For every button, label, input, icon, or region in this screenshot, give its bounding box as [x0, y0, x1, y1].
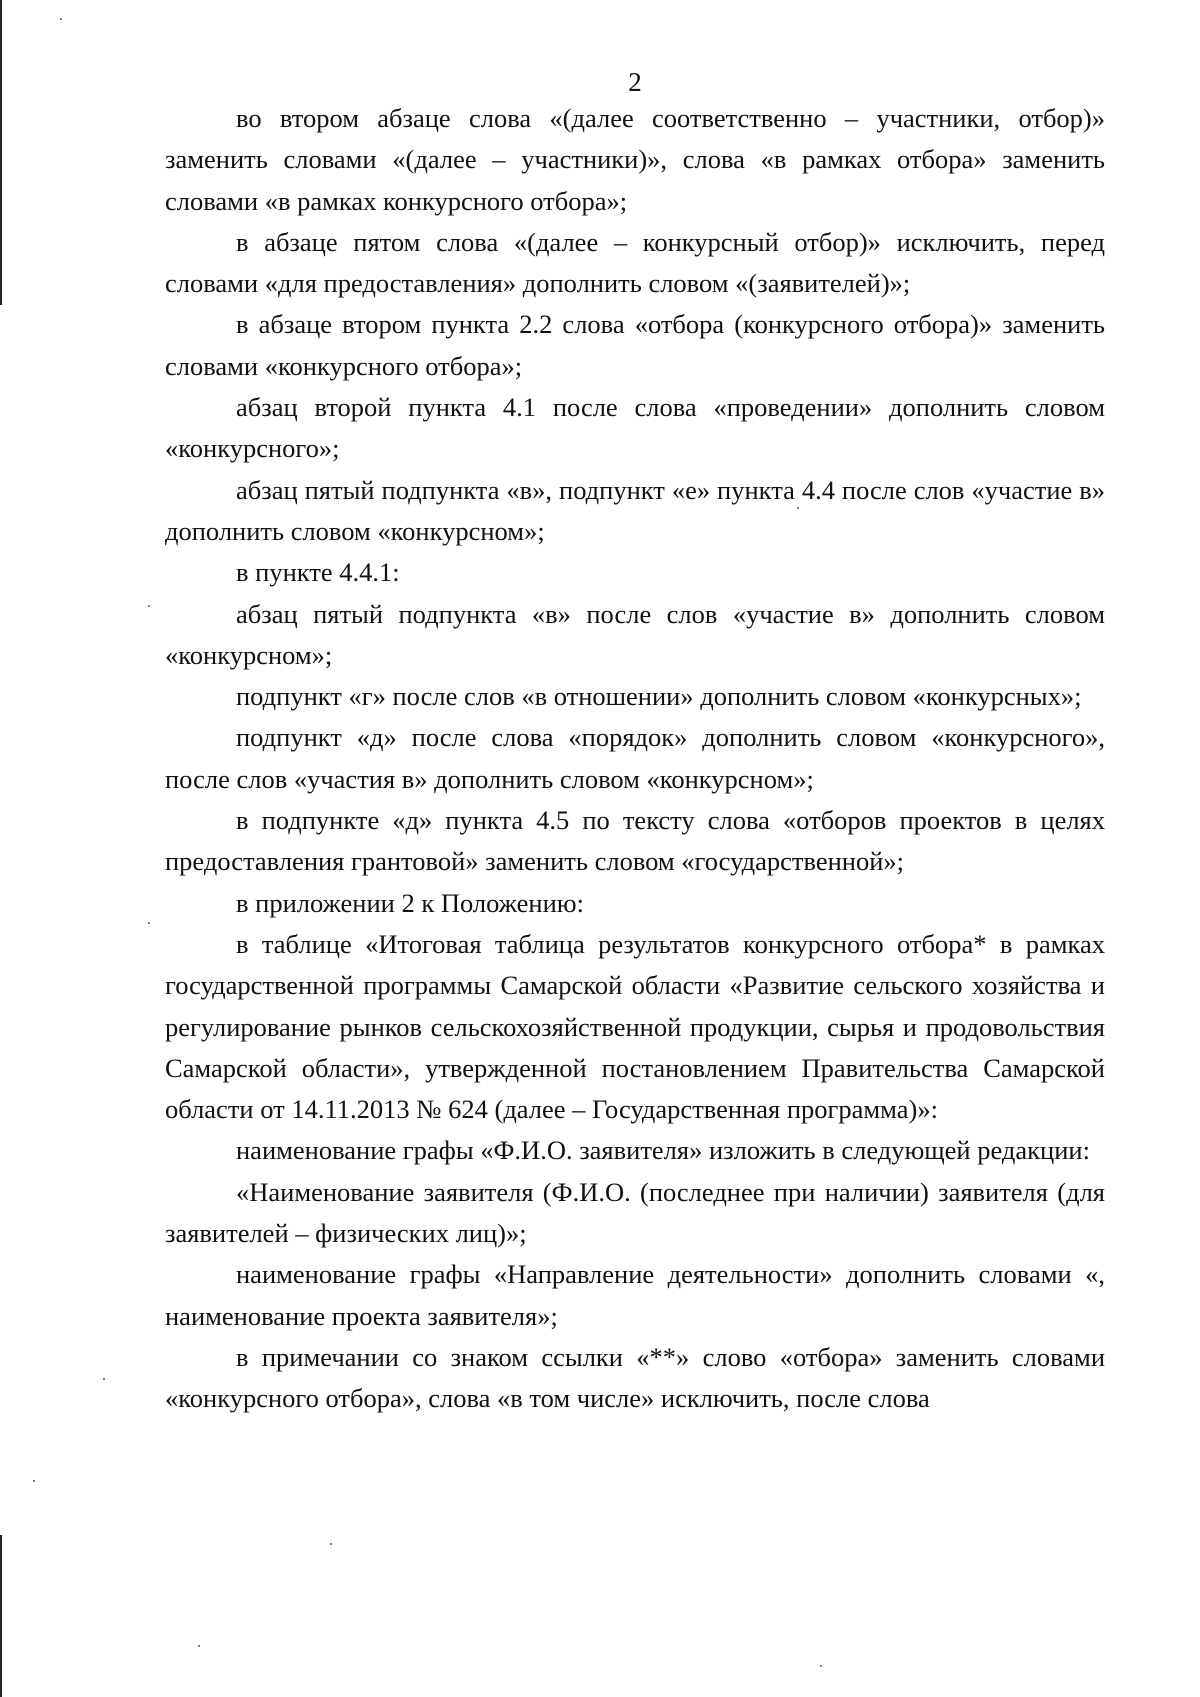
scan-edge-mark — [0, 1535, 2, 1697]
scan-edge-mark — [0, 0, 2, 305]
scan-speck — [198, 1645, 200, 1647]
paragraph: «Наименование заявителя (Ф.И.О. (последнее при наличии) заявителя (для заявителей – физических лиц)»; — [165, 1176, 1105, 1249]
scan-speck — [60, 18, 62, 20]
scan-speck — [103, 1378, 105, 1380]
scan-speck — [820, 1665, 822, 1667]
page-number: 2 — [628, 67, 642, 97]
paragraph: абзац пятый подпункта «в», подпункт «е» пункта 4.4 после слов «участие в» дополнить словом «конкурсном»; — [165, 474, 1105, 546]
paragraph: в примечании со знаком ссылки «**» слово «отбора» заменить словами «конкурсного отбора», слова «в том числе» исключить, после слова — [165, 1341, 1105, 1414]
document-body — [165, 98, 1105, 1420]
paragraph: наименование графы «Ф.И.О. заявителя» изложить в следующей редакции: — [236, 1135, 1090, 1166]
scan-speck — [148, 605, 150, 607]
scan-speck — [148, 922, 150, 924]
paragraph: в подпункте «д» пункта 4.5 по тексту слова «отборов проектов в целях предоставления грантовой» заменить словом «государственной»; — [165, 805, 1105, 877]
paragraph: в приложении 2 к Положению: — [236, 887, 584, 918]
paragraph: в абзаце втором пункта 2.2 слова «отбора (конкурсного отбора)» заменить словами «конкурсного отбора»; — [165, 309, 1105, 381]
paragraph: в абзаце пятом слова «(далее – конкурсный отбор)» исключить, перед словами «для предоставления» дополнить словом «(заявителей)»; — [165, 226, 1105, 299]
paragraph: во втором абзаце слова «(далее соответственно – участники, отбор)» заменить словами «(далее – участники)», слова «в рамках отбора» заменить словами «в рамках конкурсного отбора»; — [165, 103, 1105, 216]
paragraph: абзац второй пункта 4.1 после слова «проведении» дополнить словом «конкурсного»; — [165, 392, 1105, 464]
scan-speck — [33, 1480, 35, 1482]
scan-speck — [330, 1543, 332, 1545]
paragraph: подпункт «г» после слов «в отношении» дополнить словом «конкурсных»; — [236, 681, 1082, 712]
paragraph: наименование графы «Направление деятельности» дополнить словами «, наименование проекта заявителя»; — [165, 1259, 1105, 1331]
paragraph: в пункте 4.4.1: — [236, 557, 400, 588]
paragraph: в таблице «Итоговая таблица результатов конкурсного отбора* в рамках государственной программы Самарской области «Развитие сельского хозяйства и регулирование рынков сельскохозяйственной продукции, сырья и продовольствия Самарской области», утвержденной постановлением Правительства Самарской области от 14.11.2013 № 624 (далее – Государственная программа)»: — [165, 928, 1105, 1125]
paragraph: подпункт «д» после слова «порядок» дополнить словом «конкурсного», после слов «участия в» дополнить словом «конкурсном»; — [165, 722, 1105, 794]
paragraph: абзац пятый подпункта «в» после слов «участие в» дополнить словом «конкурсном»; — [165, 598, 1105, 670]
